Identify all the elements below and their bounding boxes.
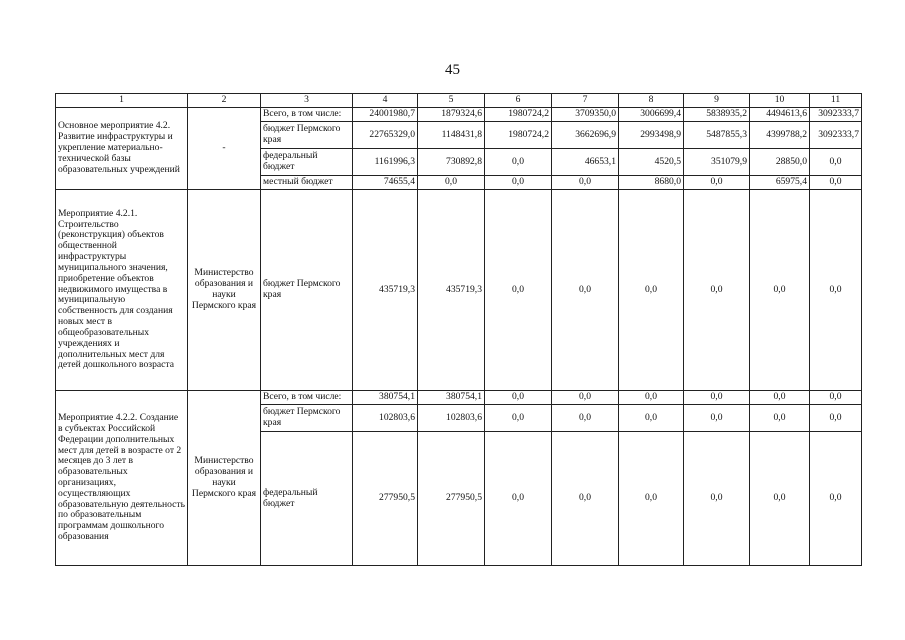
value-cell: 380754,1 [353, 391, 418, 405]
value-cell: 0,0 [485, 190, 552, 391]
value-cell: 4494613,6 [750, 108, 810, 122]
executor: - [188, 108, 261, 190]
value-cell: 3006699,4 [619, 108, 684, 122]
value-cell: 0,0 [810, 176, 862, 190]
column-header: 6 [485, 94, 552, 108]
page-number: 45 [445, 62, 460, 78]
value-cell: 0,0 [485, 405, 552, 432]
value-cell: 5838935,2 [684, 108, 750, 122]
value-cell: 102803,6 [418, 405, 485, 432]
value-cell: 435719,3 [353, 190, 418, 391]
activity-description: Мероприятие 4.2.2. Создание в субъектах Российской Федерации дополнительных мест для детей в возрасте от 2 месяцев до 3 лет в образовательных организациях, осуществляющих образовательную деятельность по образовательным программам дошкольного образования [56, 391, 188, 566]
value-cell: 0,0 [552, 391, 619, 405]
funding-source: Всего, в том числе: [261, 108, 353, 122]
value-cell: 0,0 [485, 432, 552, 566]
value-cell: 0,0 [810, 432, 862, 566]
column-header: 8 [619, 94, 684, 108]
value-cell: 0,0 [552, 405, 619, 432]
value-cell: 74655,4 [353, 176, 418, 190]
value-cell: 3662696,9 [552, 122, 619, 149]
funding-source: федеральный бюджет [261, 432, 353, 566]
value-cell: 0,0 [750, 405, 810, 432]
executor: Министерство образования и науки Пермского края [188, 391, 261, 566]
value-cell: 0,0 [485, 149, 552, 176]
column-header: 5 [418, 94, 485, 108]
value-cell: 0,0 [418, 176, 485, 190]
value-cell: 1980724,2 [485, 108, 552, 122]
value-cell: 1148431,8 [418, 122, 485, 149]
value-cell: 5487855,3 [684, 122, 750, 149]
value-cell: 2993498,9 [619, 122, 684, 149]
value-cell: 0,0 [684, 405, 750, 432]
value-cell: 0,0 [684, 190, 750, 391]
funding-source: Всего, в том числе: [261, 391, 353, 405]
value-cell: 22765329,0 [353, 122, 418, 149]
value-cell: 4520,5 [619, 149, 684, 176]
value-cell: 0,0 [485, 391, 552, 405]
value-cell: 1879324,6 [418, 108, 485, 122]
column-header: 10 [750, 94, 810, 108]
column-header: 1 [56, 94, 188, 108]
value-cell: 0,0 [619, 391, 684, 405]
budget-table [55, 93, 862, 566]
value-cell: 0,0 [810, 190, 862, 391]
value-cell: 351079,9 [684, 149, 750, 176]
value-cell: 0,0 [552, 176, 619, 190]
funding-source: местный бюджет [261, 176, 353, 190]
column-header: 4 [353, 94, 418, 108]
value-cell: 0,0 [684, 391, 750, 405]
activity-description: Основное мероприятие 4.2. Развитие инфраструктуры и укрепление материально-технической базы образовательных учреждений [56, 108, 188, 190]
value-cell: 0,0 [619, 190, 684, 391]
value-cell: 277950,5 [353, 432, 418, 566]
column-number-row [56, 94, 862, 108]
funding-source: бюджет Пермского края [261, 122, 353, 149]
funding-source: бюджет Пермского края [261, 405, 353, 432]
value-cell: 730892,8 [418, 149, 485, 176]
value-cell: 0,0 [810, 405, 862, 432]
value-cell: 0,0 [552, 190, 619, 391]
value-cell: 3709350,0 [552, 108, 619, 122]
value-cell: 0,0 [750, 190, 810, 391]
value-cell: 1161996,3 [353, 149, 418, 176]
value-cell: 46653,1 [552, 149, 619, 176]
value-cell: 277950,5 [418, 432, 485, 566]
value-cell: 380754,1 [418, 391, 485, 405]
value-cell: 0,0 [684, 432, 750, 566]
value-cell: 24001980,7 [353, 108, 418, 122]
value-cell: 28850,0 [750, 149, 810, 176]
column-header: 7 [552, 94, 619, 108]
table-row [56, 190, 862, 391]
value-cell: 4399788,2 [750, 122, 810, 149]
table-row [56, 391, 862, 405]
value-cell: 0,0 [750, 432, 810, 566]
value-cell: 0,0 [810, 149, 862, 176]
funding-source: федеральный бюджет [261, 149, 353, 176]
executor: Министерство образования и науки Пермского края [188, 190, 261, 391]
value-cell: 0,0 [619, 432, 684, 566]
value-cell: 1980724,2 [485, 122, 552, 149]
value-cell: 0,0 [810, 391, 862, 405]
column-header: 2 [188, 94, 261, 108]
value-cell: 0,0 [750, 391, 810, 405]
value-cell: 3092333,7 [810, 108, 862, 122]
column-header: 3 [261, 94, 353, 108]
table-row [56, 108, 862, 122]
value-cell: 65975,4 [750, 176, 810, 190]
activity-description: Мероприятие 4.2.1. Строительство (реконструкция) объектов общественной инфраструктуры муниципального значения, приобретение объектов недвижимого имущества в муниципальную собственность для создания новых мест в общеобразовательных учреждениях и дополнительных мест для детей дошкольного возраста [56, 190, 188, 391]
value-cell: 0,0 [485, 176, 552, 190]
value-cell: 0,0 [684, 176, 750, 190]
value-cell: 0,0 [552, 432, 619, 566]
value-cell: 3092333,7 [810, 122, 862, 149]
value-cell: 435719,3 [418, 190, 485, 391]
funding-source: бюджет Пермского края [261, 190, 353, 391]
column-header: 11 [810, 94, 862, 108]
value-cell: 0,0 [619, 405, 684, 432]
value-cell: 102803,6 [353, 405, 418, 432]
column-header: 9 [684, 94, 750, 108]
value-cell: 8680,0 [619, 176, 684, 190]
